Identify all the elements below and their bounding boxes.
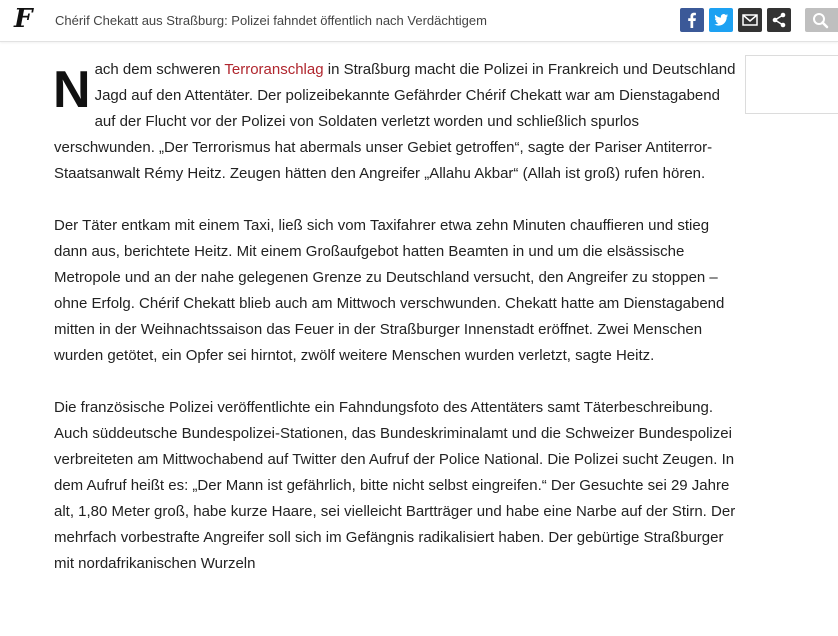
paragraph-2: Der Täter entkam mit einem Taxi, ließ sich vom Taxifahrer etwa zehn Minuten chauffieren und stieg dann aus, berichtete Heitz. Mit einem Großaufgebot hatten Beamten in und um die elsässische Metropole und an der nahe gelegenen Grenze zu Deutschland versucht, den Angreifer zu stoppen – ohne Erfolg. Chérif Chekatt blieb auch am Mittwoch verschwunden. Chekatt hatte am Dienstagabend mitten in der Weihnachtssaison das Feuer in der Straßburger Innenstadt eröffnet. Zwei Menschen wurden getötet, ein Opfer sei hirntot, zwölf weitere Menschen wurden verletzt, sagte Heitz. [54,217,725,364]
search-button[interactable] [805,8,838,32]
mail-share-button[interactable] [738,8,762,32]
mail-icon [738,8,762,32]
ad-box [745,55,838,114]
logo[interactable]: F [14,4,33,34]
search-icon [805,8,838,32]
drop-cap: N [53,61,91,119]
page-title: Chérif Chekatt aus Straßburg: Polizei fahndet öffentlich nach Verdächtigem [55,13,487,28]
share-icon [767,8,791,32]
terroranschlag-link[interactable]: Terroranschlag [224,61,324,78]
article-body [54,57,744,603]
facebook-icon [680,8,704,32]
paragraph-1 [54,57,744,187]
more-share-button[interactable] [767,8,791,32]
paragraph-3: Die französische Polizei veröffentlichte ein Fahndungsfoto des Attentäters samt Täterbeschreibung. Auch süddeutsche Bundespolizei-Stationen, das Bundeskriminalamt und die Schweizer Bundespolizei verbreiteten am Mittwochabend auf Twitter den Aufruf der Police National. Die Polizei sucht Zeugen. In dem Aufruf heißt es: „Der Mann ist gefährlich, bitte nicht selbst eingreifen.“ Der Gesuchte sei 29 Jahre alt, 1,80 Meter groß, habe kurze Haare, sei vielleicht Bartträger und habe eine Narbe auf der Stirn. Der mehrfach vorbestrafte Angreifer soll sich im Gefängnis radikalisiert haben. Der gebürtige Straßburger mit nordafrikanischen Wurzeln [54,399,736,572]
twitter-share-button[interactable] [709,8,733,32]
paragraph-1-start: ach dem schweren [94,61,225,78]
top-bar [0,0,838,42]
facebook-share-button[interactable] [680,8,704,32]
twitter-icon [709,8,733,32]
paragraph-1-rest: in Straßburg macht die Polizei in Frankreich und Deutschland Jagd auf den Attentäter. Der polizeibekannte Gefährder Chérif Chekatt war am Dienstagabend auf der Flucht vor der Polizei von Soldaten verletzt worden und schließlich spurlos verschwunden. „Der Terrorismus hat abermals unser Gebiet getroffen“, sagte der Pariser Antiterror-Staatsanwalt Rémy Heitz. Zeugen hätten den Angreifer „Allahu Akbar“ (Allah ist groß) rufen hören. [54,61,736,182]
